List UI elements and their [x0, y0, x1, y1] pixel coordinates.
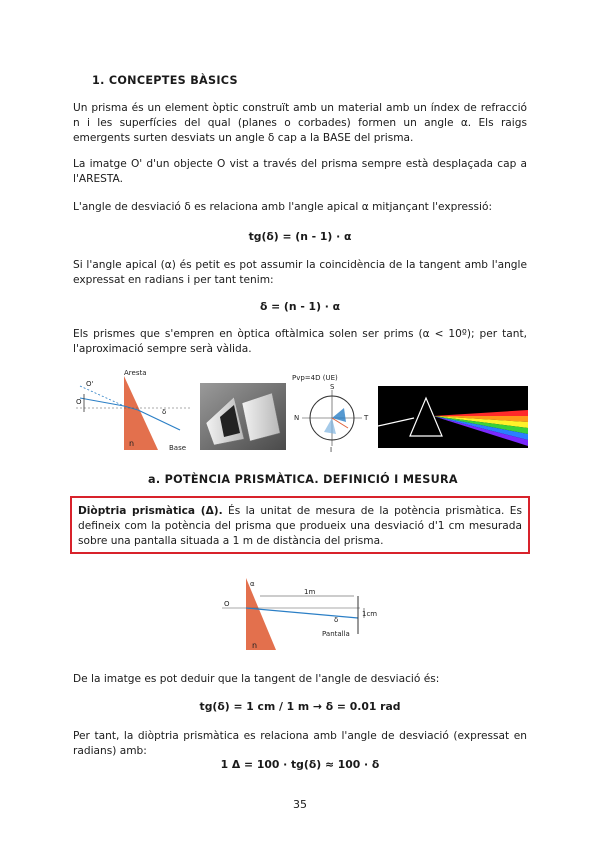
definition-text: És la unitat de mesura de la potència prismàtica. Es defineix com la potència del prisma que produeix una desviació d'1 cm mesurada sobre una pantalla situada a 1 m de distància del prisma. — [78, 505, 522, 547]
section-heading: 1. CONCEPTES BÀSICS — [92, 74, 238, 87]
dispersion-prism-image — [378, 386, 528, 448]
subsection-heading: a. POTÈNCIA PRISMÀTICA. DEFINICIÓ I MESURA — [148, 473, 458, 486]
prism-base-compass-diagram — [288, 372, 374, 454]
paragraph-thin-prisms: Els prismes que s'empren en òptica oftàlmica solen ser prims (α < 10º); per tant, l'aproximació sempre serà vàlida. — [73, 328, 527, 355]
formula-diopter-definition: 1 Δ = 100 · tg(δ) ≈ 100 · δ — [220, 758, 380, 771]
diopter-label-n: n — [252, 641, 258, 650]
label-o-prime: O' — [86, 380, 94, 388]
diopter-label-o: O — [224, 600, 230, 608]
paragraph-small-angle: Si l'angle apical (α) és petit es pot assumir la coincidència de la tangent amb l'angle expressat en radians i per tant tenim: — [73, 259, 527, 286]
page-number: 35 — [293, 798, 307, 811]
label-aresta: Aresta — [124, 369, 147, 377]
compass-label-s: S — [330, 383, 335, 391]
formula-one-cm-per-meter: tg(δ) = 1 cm / 1 m → δ = 0.01 rad — [199, 700, 401, 713]
definition-box — [70, 496, 530, 554]
compass-label-i: I — [330, 446, 333, 454]
label-n: n — [129, 439, 135, 448]
compass-label-t: T — [364, 414, 369, 422]
diopter-label-delta: δ — [334, 616, 339, 624]
formula-small-angle: δ = (n - 1) · α — [259, 300, 341, 313]
diopter-label-screen: Pantalla — [322, 630, 350, 638]
prismatic-diopter-diagram — [222, 574, 382, 652]
diopter-label-distance: 1m — [304, 588, 316, 596]
label-delta: δ — [162, 408, 167, 416]
paragraph-image-displacement: La imatge O' d'un objecte O vist a través del prisma sempre està desplaçada cap a l'ARESTA. — [73, 158, 527, 185]
diopter-prism-shape — [246, 578, 276, 650]
label-base: Base — [169, 444, 187, 452]
paragraph-prism-definition: Un prisma és un element òptic construït amb un material amb un índex de refracció n i les superfícies del qual (planes o corbades) formen un angle α. Els raigs emergents surten desviats un angle δ cap a la BASE del prisma. — [73, 102, 527, 144]
compass-title: Pvp=4D (UE) — [292, 374, 338, 382]
label-o: O — [76, 398, 82, 406]
diopter-label-alpha: α — [250, 580, 255, 588]
prism-photo — [200, 383, 286, 450]
compass-label-n: N — [294, 414, 300, 422]
prism-ray-diagram — [72, 368, 196, 454]
paragraph-image-deduction: De la imatge es pot deduir que la tangent de l'angle de desviació és: — [73, 673, 440, 685]
diopter-label-deviation: 1cm — [362, 610, 378, 618]
definition-term: Diòptria prismàtica (Δ). — [78, 505, 223, 517]
paragraph-diopter-relation: Per tant, la diòptria prismàtica es relaciona amb l'angle de desviació (expressat en radians) amb: — [73, 730, 527, 757]
formula-tangent-deviation: tg(δ) = (n - 1) · α — [248, 230, 352, 243]
paragraph-deviation-angle: L'angle de desviació δ es relaciona amb l'angle apical α mitjançant l'expressió: — [73, 201, 493, 213]
